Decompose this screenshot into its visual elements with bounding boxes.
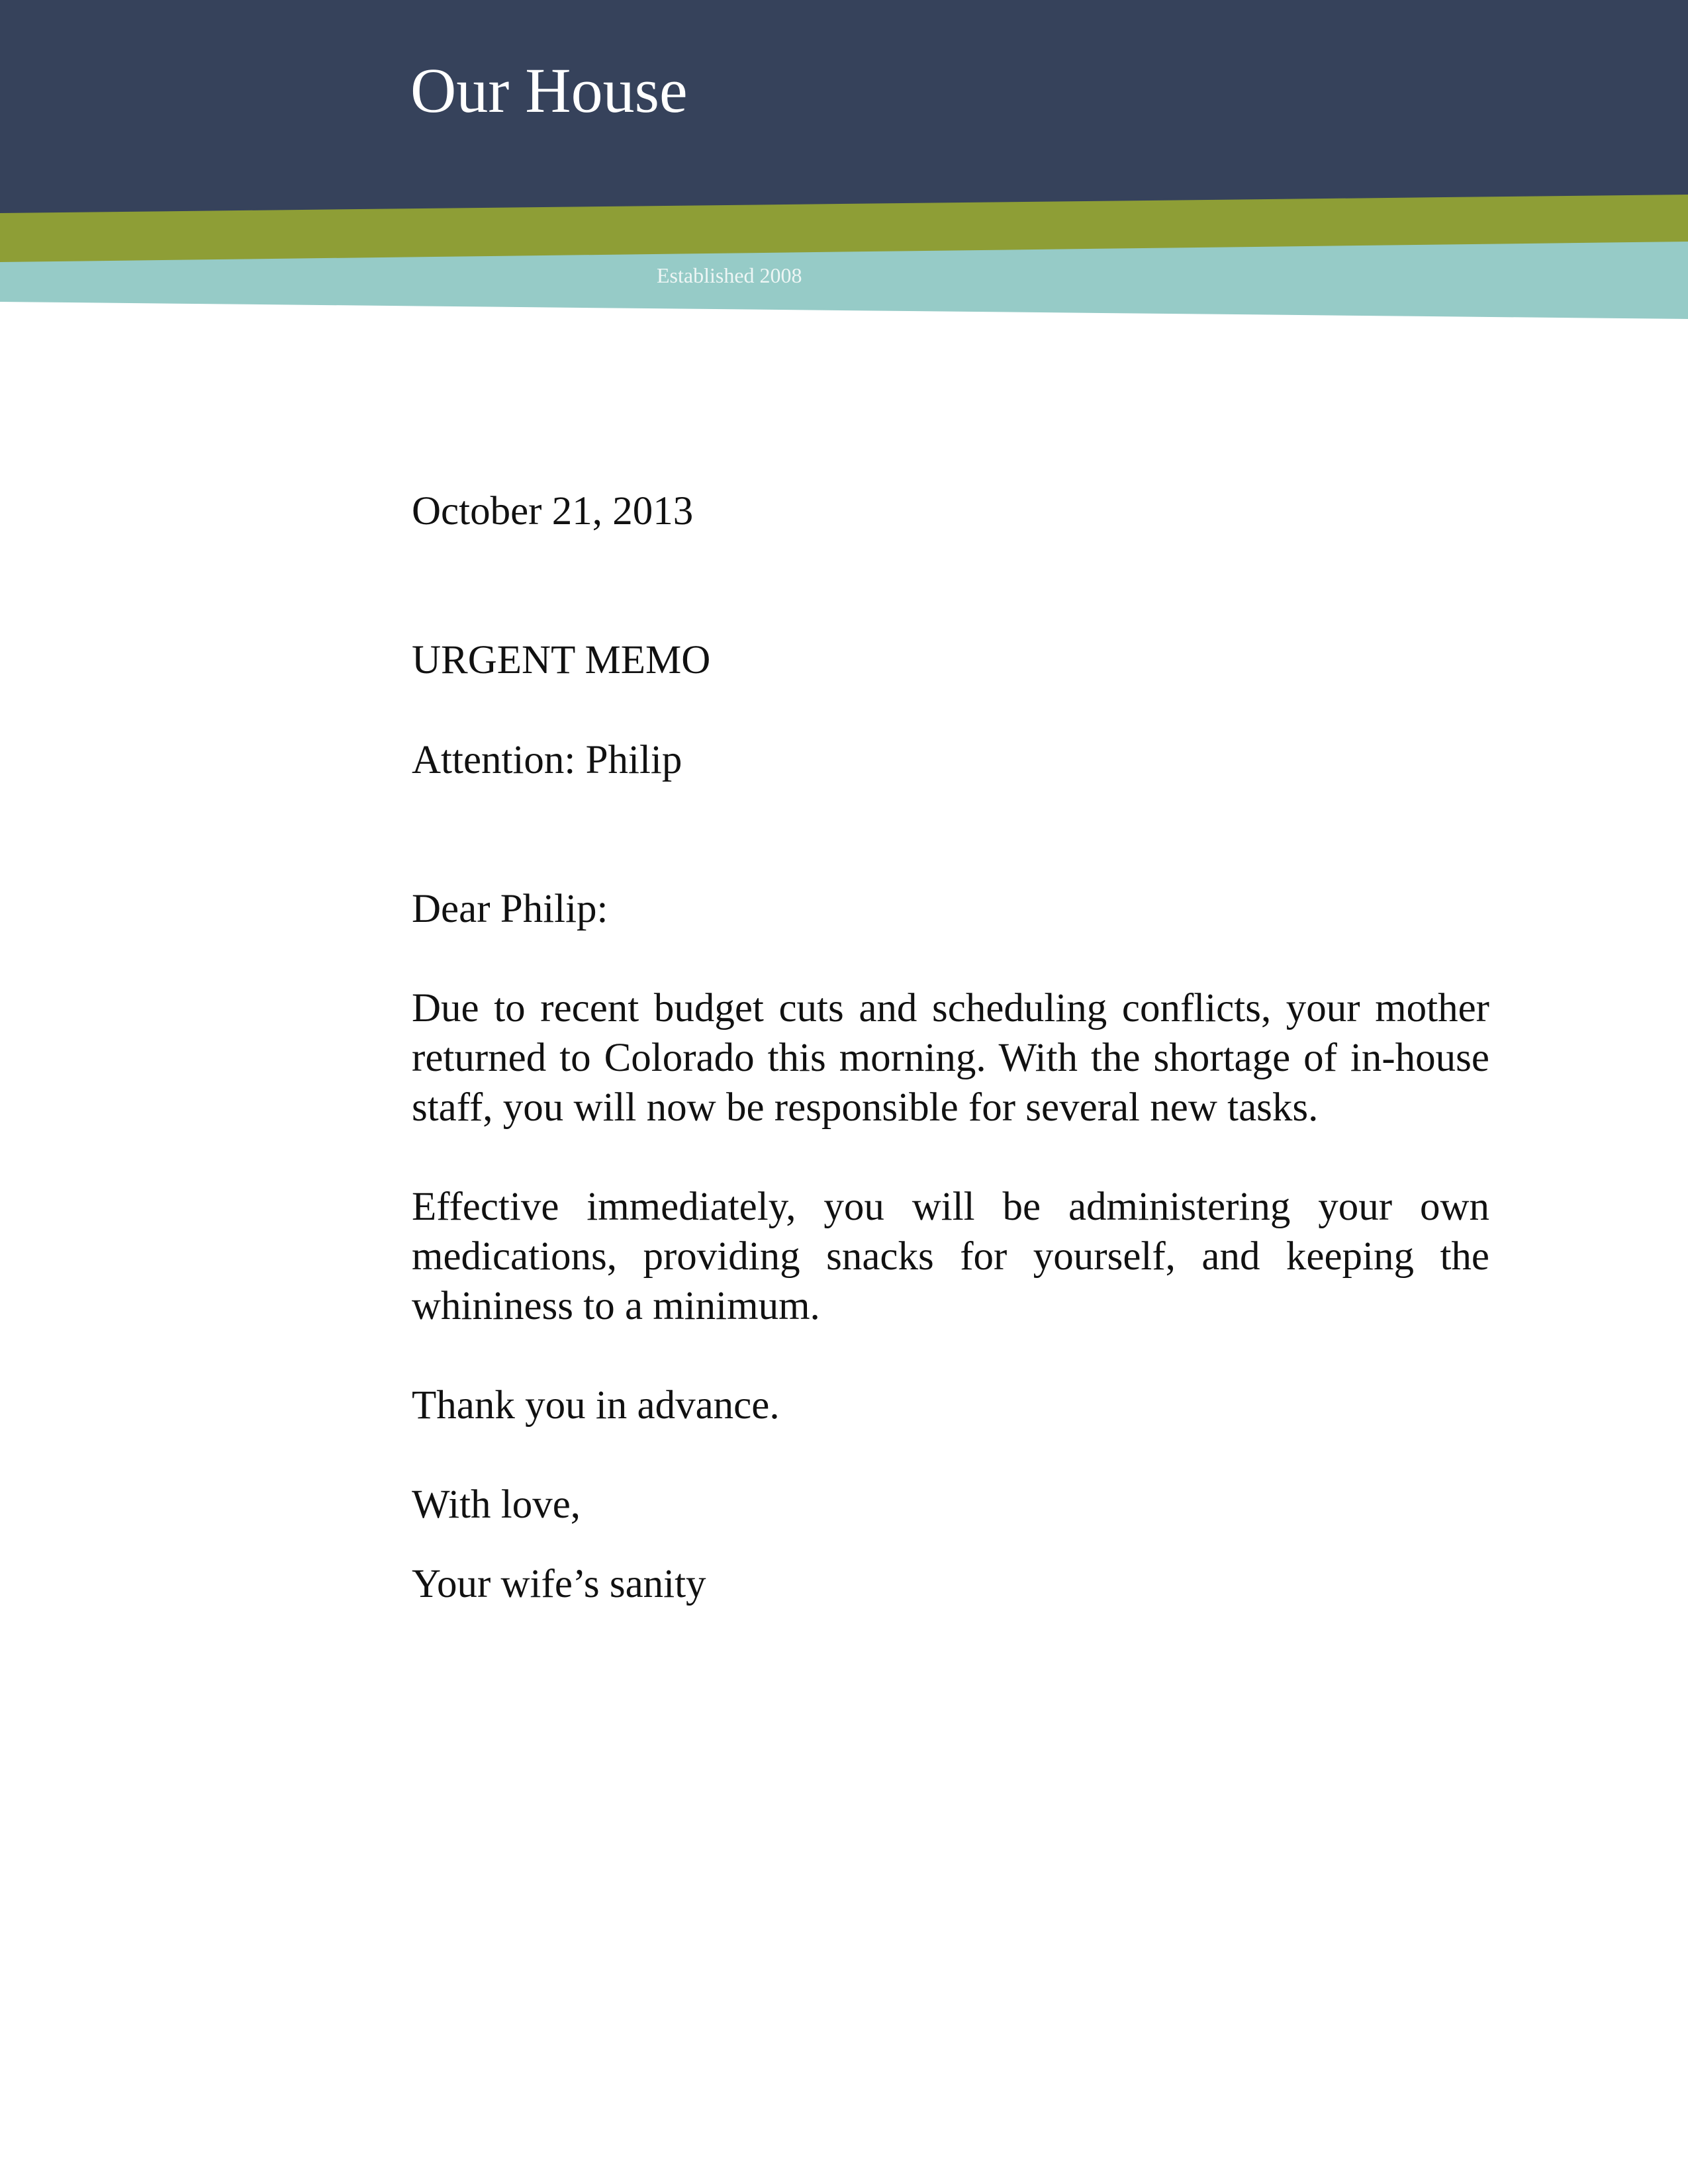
body-paragraph-2: Effective immediately, you will be administering your own medications, providing snacks for yourself, and keeping the whininess to a minimum. — [412, 1185, 1489, 1328]
closing-line: With love, — [412, 1482, 581, 1527]
salutation: Dear Philip: — [412, 887, 608, 931]
navy-banner — [0, 0, 1688, 213]
letterhead — [0, 0, 1688, 331]
brand-name: Our House — [410, 55, 688, 126]
signature-line: Your wife’s sanity — [412, 1562, 706, 1606]
body-paragraph-1: Due to recent budget cuts and scheduling conflicts, your mother returned to Colorado this morning. With the shortage of in-house staff, you will now be responsible for several new tasks. — [412, 986, 1489, 1130]
thanks-line: Thank you in advance. — [412, 1383, 780, 1428]
letter-body — [412, 486, 1489, 1609]
established-tagline: Established 2008 — [657, 263, 802, 287]
memo-title: URGENT MEMO — [412, 638, 711, 682]
letterhead-banner-graphic — [0, 0, 1688, 331]
attention-line: Attention: Philip — [412, 738, 682, 782]
letter-date: October 21, 2013 — [412, 489, 694, 533]
